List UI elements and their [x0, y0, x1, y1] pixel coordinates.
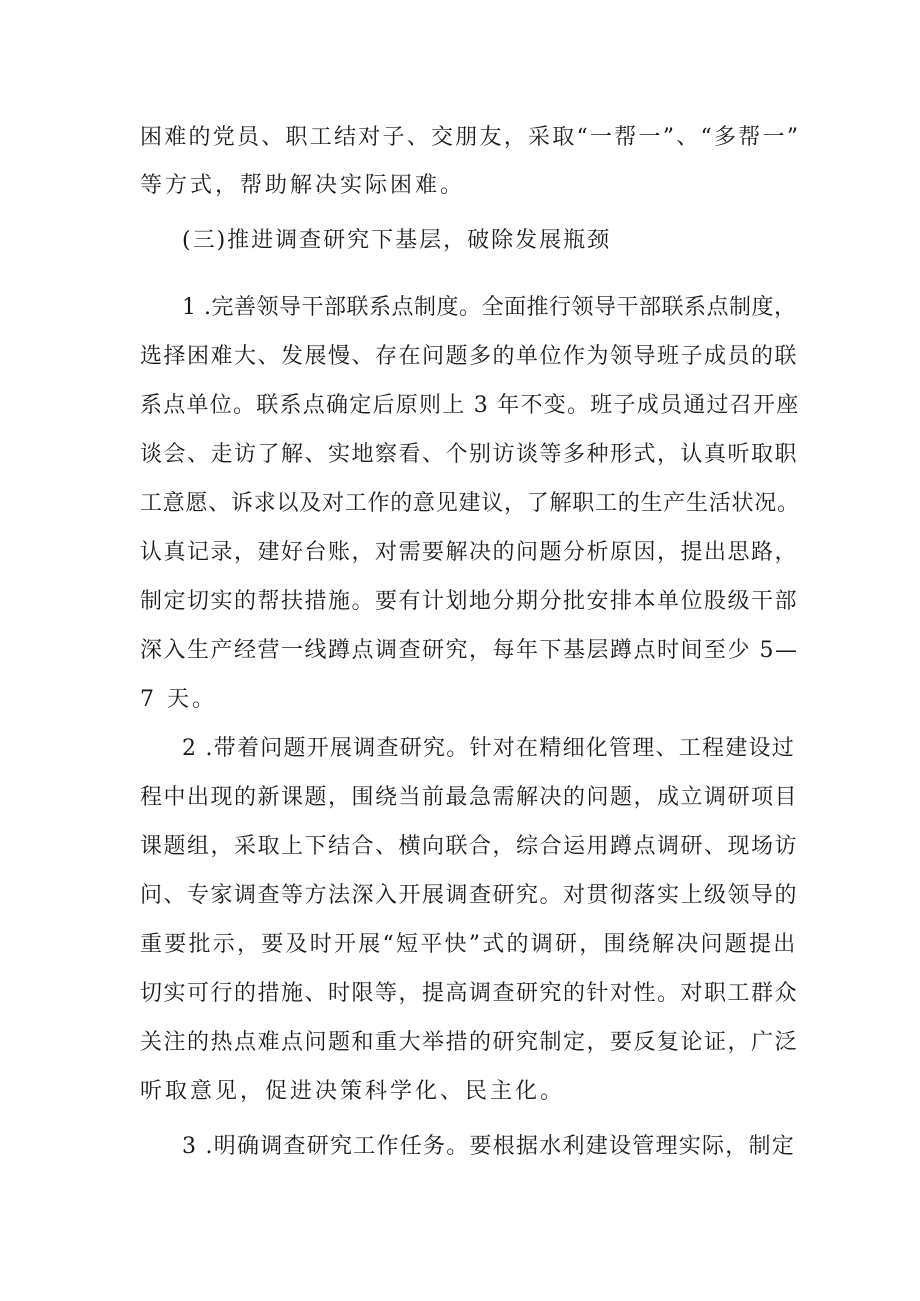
paragraph-line: 关注的热点难点问题和重大举措的研究制定，要反复论证，广泛: [140, 1030, 799, 1055]
section-heading: (三)推进调查研究下基层，破除发展瓶颈: [182, 228, 612, 253]
paragraph-line: 谈会、走访了解、实地察看、个别访谈等多种形式，认真听取职: [140, 442, 799, 467]
paragraph-line: 困难的党员、职工结对子、交朋友，采取“一帮一”、“多帮一”: [140, 125, 801, 150]
paragraph-line: 制定切实的帮扶措施。要有计划地分期分批安排本单位股级干部: [140, 589, 799, 614]
paragraph-line: 切实可行的措施、时限等，提高调查研究的针对性。对职工群众: [140, 981, 799, 1006]
paragraph-line: 听取意见，促进决策科学化、民主化。: [140, 1079, 566, 1104]
paragraph-line: 选择困难大、发展慢、存在问题多的单位作为领导班子成员的联: [140, 344, 799, 369]
paragraph-line: 课题组，采取上下结合、横向联合，综合运用蹲点调研、现场访: [140, 834, 799, 859]
paragraph-line: 认真记录，建好台账，对需要解决的问题分析原因，提出思路，: [140, 540, 799, 565]
paragraph-line: 程中出现的新课题，围绕当前最急需解决的问题，成立调研项目: [140, 785, 799, 810]
paragraph-line: 3 .明确调查研究工作任务。要根据水利建设管理实际，制定: [182, 1134, 795, 1159]
paragraph-line: 重要批示，要及时开展“短平快”式的调研，围绕解决问题提出: [140, 932, 798, 957]
paragraph-line: 2 .带着问题开展调查研究。针对在精细化管理、工程建设过: [182, 736, 795, 761]
paragraph-line: 等方式，帮助解决实际困难。: [140, 173, 466, 198]
paragraph-line: 问、专家调查等方法深入开展调查研究。对贯彻落实上级领导的: [140, 883, 799, 908]
paragraph-line: 深入生产经营一线蹲点调查研究，每年下基层蹲点时间至少 5—: [140, 638, 799, 663]
paragraph-line: 1 .完善领导干部联系点制度。全面推行领导干部联系点制度，: [182, 295, 797, 320]
paragraph-line: 7 天。: [140, 687, 217, 712]
paragraph-line: 系点单位。联系点确定后原则上 3 年不变。班子成员通过召开座: [140, 393, 800, 418]
paragraph-line: 工意愿、诉求以及对工作的意见建议，了解职工的生产生活状况。: [140, 491, 800, 516]
